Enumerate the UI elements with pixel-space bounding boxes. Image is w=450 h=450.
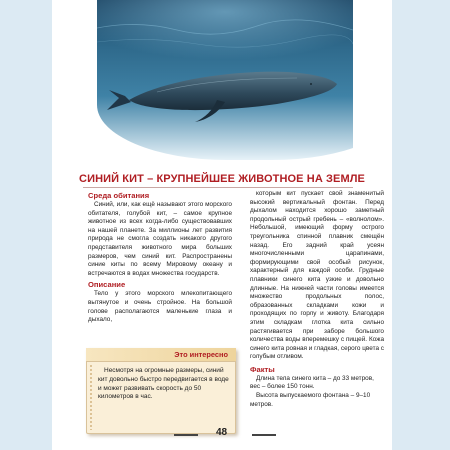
facts-section xyxy=(250,364,384,409)
page-number-rule-left xyxy=(174,434,198,436)
page-number: 48 xyxy=(216,427,228,438)
whale-illustration xyxy=(97,0,402,160)
description-heading: Описание xyxy=(88,280,126,290)
habitat-heading: Среда обитания xyxy=(88,191,150,200)
right-column xyxy=(250,190,384,409)
note-text: Несмотря на огромные размеры, синий кит довольно быстро передвигается в воде и может развивать скорость до 50 километров в час. xyxy=(98,367,229,401)
page-title: СИНИЙ КИТ – КРУПНЕЙШЕЕ ЖИВОТНОЕ НА ЗЕМЛЕ xyxy=(79,173,365,185)
habitat-text: Синий, или, как ещё называют этого морского обитателя, голубой кит, – самое крупное животное из всех когда-либо существовавших на нашей планете. За миллионы лет развития природа не смогла создать никакого другого представителя животного мира больших размеров, чем синий кит. Распространены синие киты по всему Мировому океану и встречаются в водах множества государств. xyxy=(88,201,232,277)
description-text: Тело у этого морского млекопитающего вытянутое и очень стройное. На большой голове располагаются маленькие глаза и дыхало, xyxy=(88,290,232,324)
note-binding-dots xyxy=(88,364,94,430)
fact-item: Длина тела синего кита – до 33 метров, вес – более 150 тонн. xyxy=(250,374,374,391)
page-number-rule-right xyxy=(252,434,276,436)
left-column xyxy=(88,190,232,325)
page-footer xyxy=(52,426,392,440)
interesting-fact-note xyxy=(86,348,236,434)
fact-item: Высота выпускаемого фонтана – 9–10 метров. xyxy=(250,392,371,408)
note-title: Это интересно xyxy=(174,350,228,359)
title-divider xyxy=(83,187,353,188)
description-continued: которым кит пускает свой знаменитый высокий вертикальный фонтан. Перед дыхалом находится хорошо заметный продольный острый гребень – «волнолом». Небольшой, имеющий форму острого треугольника спинной плавник смещён назад. Его задний край усеян многочисленными царапинами, формирующими свой особый рисунок, характерный для каждой особи. Грудные плавники синего кита узкие и довольно длинные. На нижней части головы имеется множество продольных полос, образованных складками кожи и проходящих по горлу и животу. Благодаря этим складкам глотка кита сильно растягивается при заборе большого количества воды вперемешку с пищей. Кожа синего кита ровная и гладкая, серого цвета с голубым отливом. xyxy=(250,190,384,361)
facts-heading: Факты xyxy=(250,364,275,374)
